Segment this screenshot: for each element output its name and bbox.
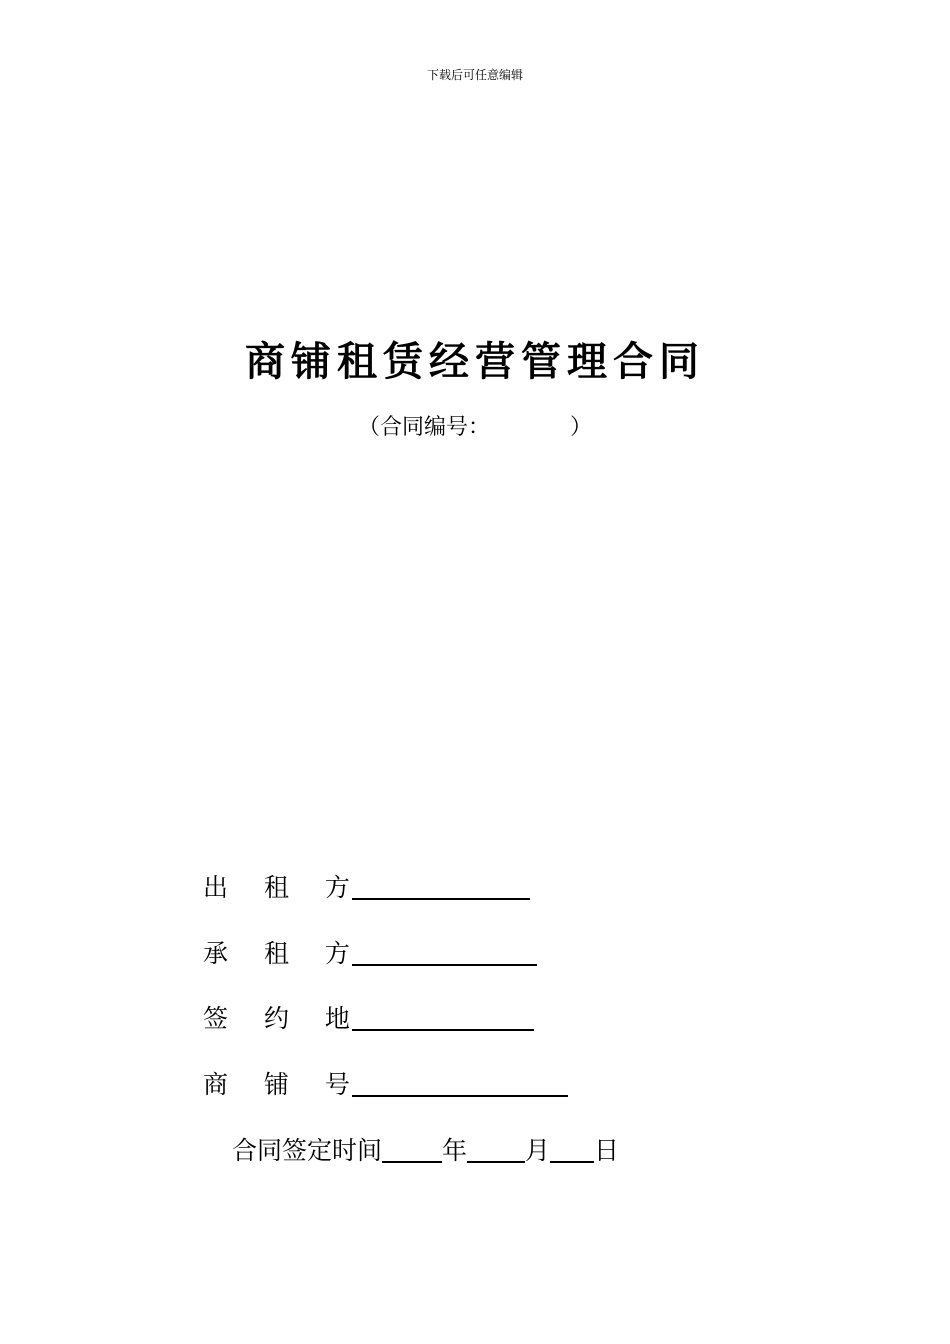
month-label: 月: [525, 1136, 551, 1165]
signing-place-field: [203, 999, 534, 1035]
year-label: 年: [442, 1136, 468, 1165]
lessor-label: 出 租 方: [203, 873, 364, 902]
year-blank-line: [382, 1161, 442, 1163]
header-note: 下载后可任意编辑: [426, 68, 523, 82]
lessor-field: [203, 868, 530, 904]
shop-number-label: 商 铺 号: [203, 1070, 364, 1099]
document-title: 商铺租赁经营管理合同: [245, 339, 705, 385]
signing-date: [232, 1131, 619, 1167]
contract-number: [0, 410, 950, 441]
lessee-field: [203, 934, 537, 970]
shop-number-blank-line: [352, 1095, 568, 1097]
signing-place-blank-line: [352, 1029, 534, 1031]
month-blank-line: [467, 1161, 525, 1163]
lessor-blank-line: [352, 898, 530, 900]
day-blank-line: [550, 1161, 594, 1163]
contract-number-open: （合同编号：: [357, 415, 490, 440]
lessee-label: 承 租 方: [203, 939, 364, 968]
signing-place-label: 签 约 地: [203, 1004, 364, 1033]
signing-date-prefix: 合同签定时间: [232, 1136, 383, 1165]
lessee-blank-line: [352, 964, 537, 966]
day-label: 日: [594, 1136, 620, 1165]
shop-number-field: [203, 1065, 568, 1101]
contract-number-close: ）: [570, 415, 593, 440]
